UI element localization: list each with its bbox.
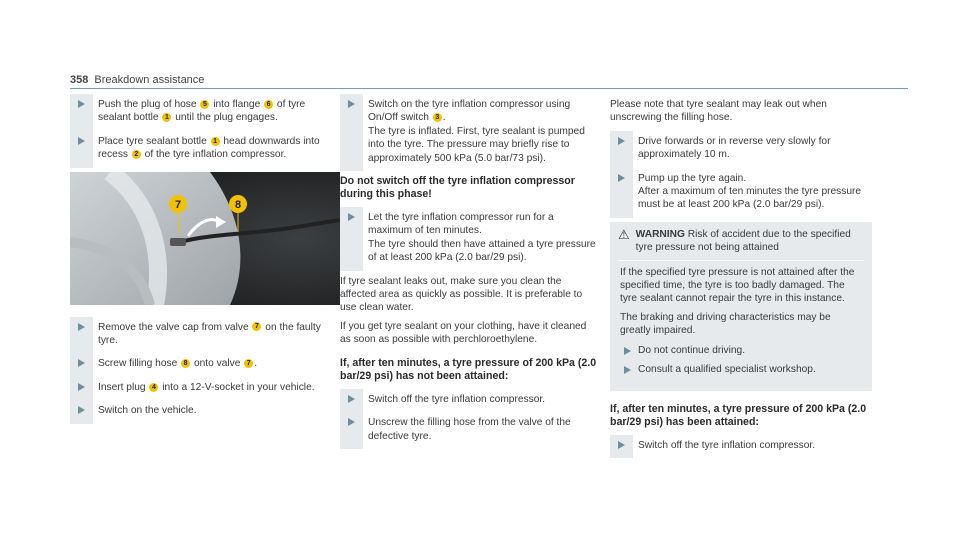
page-header: [70, 74, 204, 86]
step-result: The tyre should then have attained a tyre pressure of at least 200 kPa (2.0 bar/29 psi).: [368, 238, 596, 264]
callout-badge: 1: [211, 137, 220, 146]
step-text: on the faulty tyre.: [98, 321, 321, 347]
warning-triangle-icon: ⚠: [618, 226, 630, 242]
step-text: .: [254, 358, 258, 370]
step-text: Insert plug: [98, 381, 149, 393]
section-title: Breakdown assistance: [94, 74, 205, 86]
step: [70, 381, 332, 394]
column-1: [70, 98, 332, 428]
step-text: Let the tyre inflation compressor run for a maximum of ten minutes.: [368, 212, 554, 237]
warning-item-text: Consult a qualified specialist workshop.: [638, 364, 816, 376]
paragraph: If you get tyre sealant on your clothing, have it cleaned as soon as possible with perchloroethylene.: [340, 320, 587, 346]
step-text: Switch on the vehicle.: [98, 405, 197, 417]
step-text: head downwards into recess: [98, 135, 320, 161]
step-text: onto valve: [191, 358, 244, 370]
header-rule: [70, 88, 908, 89]
warning-label: WARNING: [635, 228, 685, 240]
arrow-icon: [78, 137, 85, 145]
warning-item: [620, 363, 864, 376]
column-2: [340, 98, 598, 453]
arrow-icon: [624, 366, 631, 374]
column-3: [610, 98, 872, 462]
step-text: of tyre sealant bottle: [98, 99, 306, 124]
step-text: .: [442, 112, 446, 124]
step: [610, 135, 872, 162]
step-text: Screw filling hose: [98, 358, 181, 370]
figure-callout-label: 7: [174, 198, 182, 211]
step: [340, 416, 598, 443]
step-text: Switch off the tyre inflation compressor.: [368, 393, 546, 405]
warning-text: The braking and driving characteristics may be greatly impaired.: [620, 311, 831, 337]
step-text: Pump up the tyre again.: [638, 172, 747, 184]
callout-badge: 5: [200, 100, 209, 109]
step-text: until the plug engages.: [172, 112, 278, 124]
step: [70, 357, 332, 370]
step: [610, 439, 872, 452]
page-number: 358: [70, 74, 89, 86]
warning-box: [610, 222, 872, 391]
arrow-icon: [624, 347, 631, 355]
step: [70, 404, 332, 417]
step-result: The tyre is inflated. First, tyre sealant is pumped into the tyre. The pressure may briefly rise to approximately 500 kPa (5.0 bar/73 psi).: [368, 125, 585, 164]
step-text: Unscrew the filling hose from the valve of the defective tyre.: [368, 417, 571, 442]
arrow-icon: [348, 395, 355, 403]
step-text: of the tyre inflation compressor.: [141, 149, 287, 161]
step-text: Remove the valve cap from valve: [98, 321, 252, 333]
arrow-icon: [348, 418, 355, 426]
callout-badge: 3: [433, 113, 442, 122]
step: [340, 393, 598, 406]
paragraph: If tyre sealant leaks out, make sure you clean the affected area as quickly as possible. It is preferable to use clean water.: [340, 275, 583, 314]
arrow-icon: [78, 406, 85, 414]
figure-callout-label: 8: [234, 198, 242, 211]
step: [340, 211, 598, 265]
step-result: After a maximum of ten minutes the tyre pressure must be at least 200 kPa (2.0 bar/29 psi).: [638, 186, 862, 211]
callout-badge: 8: [181, 359, 190, 368]
step-text: Switch off the tyre inflation compressor.: [638, 439, 816, 451]
step-text: Place tyre sealant bottle: [98, 135, 210, 147]
step-text: into a 12-V-socket in your vehicle.: [159, 381, 315, 393]
warning-item-text: Do not continue driving.: [638, 344, 746, 356]
warning-title: Risk of accident due to the specified tyre pressure not being attained: [635, 228, 851, 254]
step: [70, 98, 332, 125]
warning-heading: Do not switch off the tyre inflation compressor during this phase!: [340, 175, 575, 201]
condition-heading: If, after ten minutes, a tyre pressure of 200 kPa (2.0 bar/29 psi) has been attained:: [610, 402, 867, 428]
callout-badge: 2: [132, 150, 141, 159]
step-text: Switch on the tyre inflation compressor using On/Off switch: [368, 99, 571, 124]
arrow-icon: [78, 383, 85, 391]
step-text: Drive forwards or in reverse very slowly for approximately 10 m.: [638, 135, 831, 161]
step: [340, 98, 598, 165]
warning-item: [620, 344, 864, 357]
callout-badge: 1: [162, 113, 171, 122]
tyre-valve-illustration: [70, 172, 340, 305]
arrow-icon: [78, 323, 85, 331]
arrow-icon: [78, 100, 85, 108]
step-text: into flange: [210, 99, 264, 110]
arrow-icon: [348, 213, 355, 221]
step: [610, 172, 872, 212]
condition-heading: If, after ten minutes, a tyre pressure of 200 kPa (2.0 bar/29 psi) has not been attained:: [340, 356, 597, 382]
arrow-icon: [618, 441, 625, 449]
arrow-icon: [78, 359, 85, 367]
callout-badge: 4: [149, 383, 158, 392]
arrow-icon: [348, 100, 355, 108]
valve: [170, 238, 186, 246]
step: [70, 321, 332, 348]
paragraph: Please note that tyre sealant may leak out when unscrewing the filling hose.: [610, 99, 827, 124]
arrow-icon: [618, 174, 625, 182]
warning-text: If the specified tyre pressure is not attained after the specified time, the tyre is too badly damaged. The tyre sealant cannot repair the tyre in this instance.: [620, 266, 855, 305]
step-text: Push the plug of hose: [98, 99, 200, 110]
arrow-icon: [618, 137, 625, 145]
callout-badge: 6: [264, 100, 273, 109]
step: [70, 135, 332, 162]
callout-badge: 7: [244, 359, 253, 368]
warning-header: [618, 228, 864, 261]
callout-badge: 7: [252, 322, 261, 331]
